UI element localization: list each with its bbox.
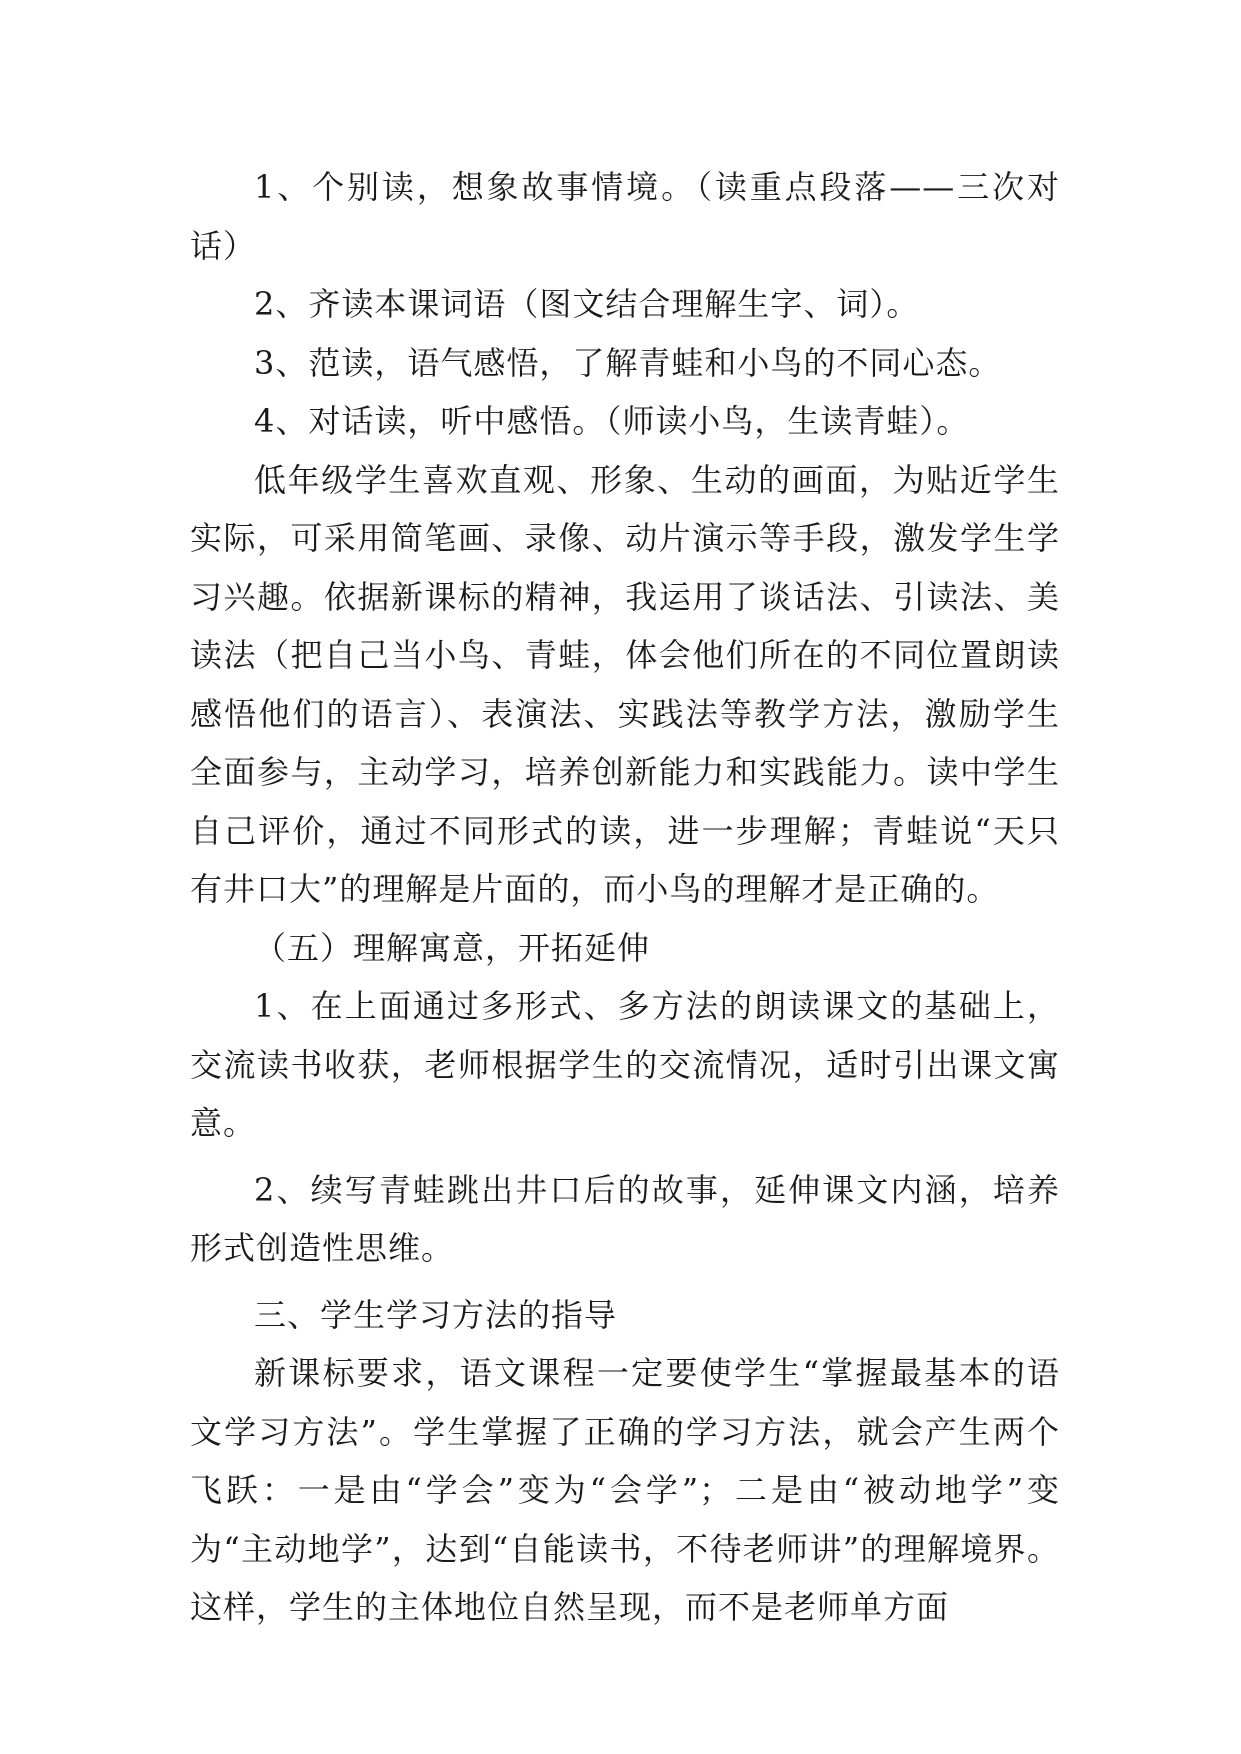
- paragraph-study-methods: 新课标要求，语文课程一定要使学生“掌握最基本的语文学习方法”。学生掌握了正确的学习方法，就会产生两个飞跃：一是由“学会”变为“会学”；二是由“被动地学”变为“主动地学”，达到“自能读书，不待老师讲”的理解境界。这样，学生的主体地位自然呈现，而不是老师单方面: [190, 1354, 1060, 1626]
- paragraph-reading-model: 3、范读，语气感悟，了解青蛙和小鸟的不同心态。: [254, 343, 1002, 382]
- paragraph-reading-dialogue: 4、对话读，听中感悟。（师读小鸟，生读青蛙）。: [254, 402, 970, 440]
- paragraph-reading-chorus: 2、齐读本课词语（图文结合理解生字、词）。: [254, 285, 920, 323]
- paragraph-continuation-writing: 2、续写青蛙跳出井口后的故事，延伸课文内涵，培养形式创造性思维。: [190, 1170, 1060, 1267]
- section-heading-study-methods: 三、学生学习方法的指导: [254, 1295, 618, 1334]
- document-body: [190, 158, 1060, 1637]
- paragraph-moral-discussion: 1、在上面通过多形式、多方法的朗读课文的基础上，交流读书收获，老师根据学生的交流情况，适时引出课文寓意。: [190, 987, 1060, 1142]
- paragraph-teaching-methods: 低年级学生喜欢直观、形象、生动的画面，为贴近学生实际，可采用简笔画、录像、动片演示等手段，激发学生学习兴趣。依据新课标的精神，我运用了谈话法、引读法、美读法（把自己当小鸟、青蛙，体会他们所在的不同位置朗读感悟他们的语言）、表演法、实践法等教学方法，激励学生全面参与，主动学习，培养创新能力和实践能力。读中学生自己评价，通过不同形式的读，进一步理解；青蛙说“天只有井口大”的理解是片面的，而小鸟的理解才是正确的。: [190, 460, 1060, 908]
- section-heading-moral: （五）理解寓意，开拓延伸: [254, 928, 651, 967]
- paragraph-reading-individual: 1、个别读，想象故事情境。（读重点段落——三次对话）: [190, 168, 1060, 265]
